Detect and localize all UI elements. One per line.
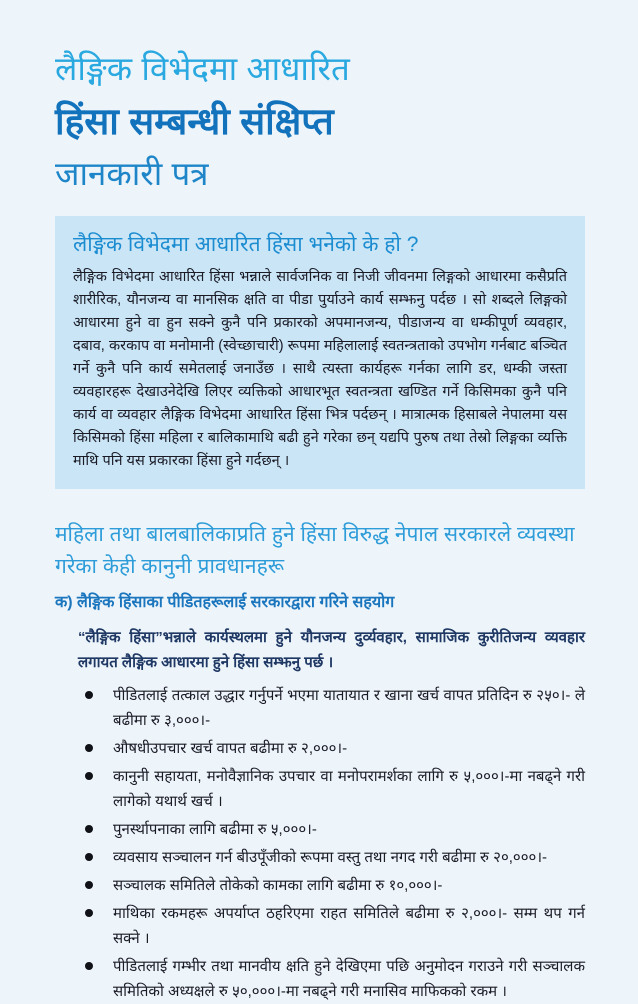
bullet-icon — [85, 772, 93, 780]
bullet-icon — [85, 962, 93, 970]
benefits-list — [55, 683, 585, 1004]
benefit-item-text: सञ्चालक समितिले तोकेको कामका लागि बढीमा रु १०,०००।- — [113, 877, 443, 894]
benefit-item-text: माथिका रकमहरू अपर्याप्त ठहरिएमा राहत समितिले बढीमा रु २,०००।- सम्म थप गर्न सक्ने । — [113, 905, 585, 947]
benefit-list-item — [55, 683, 585, 733]
benefit-item-text: औषधीउपचार खर्च वापत बढीमा रु २,०००।- — [113, 740, 348, 757]
bullet-icon — [85, 881, 93, 889]
benefit-list-item — [55, 736, 585, 761]
benefit-list-item — [55, 817, 585, 842]
definition-info-box — [55, 216, 585, 489]
bullet-icon — [85, 909, 93, 917]
title-line-1: लैङ्गिक विभेदमा आधारित — [55, 50, 350, 87]
section-heading: महिला तथा बालबालिकाप्रति हुने हिंसा विरुद्ध नेपाल सरकारले व्यवस्था गरेका केही कानुनी प्रावधानहरू — [55, 523, 575, 578]
benefit-list-item — [55, 873, 585, 898]
benefit-item-text: पुनर्स्थापनाका लागि बढीमा रु ५,०००।- — [113, 821, 317, 838]
benefit-list-item — [55, 901, 585, 951]
bullet-icon — [85, 744, 93, 752]
title-line-3: जानकारी पत्र — [55, 155, 209, 192]
benefit-list-item — [55, 764, 585, 814]
benefit-item-text: पीडितलाई तत्काल उद्धार गर्नुपर्ने भएमा यातायात र खाना खर्च वापत प्रतिदिन रु २५०।- ले बढीमा रु ३,०००।- — [113, 687, 585, 729]
definition-intro-paragraph: “लैङ्गिक हिंसा”भन्नाले कार्यस्थलमा हुने यौनजन्य दुर्व्यवहार, सामाजिक कुरीतिजन्य व्यवहार लगायत लैङ्गिक आधारमा हुने हिंसा सम्झनु पर्छ । — [78, 629, 585, 671]
benefit-list-item — [55, 954, 585, 1004]
bullet-icon — [85, 825, 93, 833]
info-box-heading: लैङ्गिक विभेदमा आधारित हिंसा भनेको के हो ? — [73, 233, 419, 256]
benefit-item-text: व्यवसाय सञ्चालन गर्न बीउपूँजीको रूपमा वस्तु तथा नगद गरी बढीमा रु २०,०००।- — [113, 849, 548, 866]
title-line-2: हिंसा सम्बन्धी संक्षिप्त — [55, 101, 334, 142]
legal-provisions-section — [55, 519, 585, 1004]
bullet-icon — [85, 853, 93, 861]
document-title — [55, 44, 585, 198]
info-box-body-paragraph: लैङ्गिक विभेदमा आधारित हिंसा भन्नाले सार्वजनिक वा निजी जीवनमा लिङ्गको आधारमा कसैप्रति शारीरिक, यौनजन्य वा मानसिक क्षति वा पीडा पुर्याउने कार्य सम्झनु पर्दछ । सो शब्दले लिङ्गको आधारमा हुने वा हुन सक्ने कुनै पनि प्रकारको अपमानजन्य, पीडाजन्य वा धम्कीपूर्ण व्यवहार, दबाव, करकाप वा मनोमानी (स्वेच्छाचारी) रूपमा महिलालाई स्वतन्त्रताको उपभोग गर्नबाट बञ्चित गर्ने कुनै पनि कार्य समेतलाई जनाउँछ । साथै त्यस्ता कार्यहरू गर्नका लागि डर, धम्की जस्ता व्यवहारहरू देखाउनेदेखि लिएर व्यक्तिको आधारभूत स्वतन्त्रता खण्डित गर्ने किसिमका कुनै पनि कार्य वा व्यवहार लैङ्गिक विभेदमा आधारित हिंसा भित्र पर्दछन् । मात्रात्मक हिसाबले नेपालमा यस किसिमको हिंसा महिला र बालिकामाथि बढी हुने गरेका छन् यद्यपि पुरुष तथा तेस्रो लिङ्गका व्यक्ति माथि पनि यस प्रकारका हिंसा हुने गर्दछन् । — [73, 269, 567, 469]
benefit-item-text: कानुनी सहायता, मनोवैज्ञानिक उपचार वा मनोपरामर्शका लागि रु ५,०००।-मा नबढ्ने गरी लागेको यथार्थ खर्च । — [113, 768, 585, 810]
benefit-list-item — [55, 845, 585, 870]
subsection-heading-ka: क) लैङ्गिक हिंसाका पीडितहरूलाई सरकारद्वारा गरिने सहयोग — [55, 594, 395, 611]
benefit-item-text: पीडितलाई गम्भीर तथा मानवीय क्षति हुने देखिएमा पछि अनुमोदन गराउने गरी सञ्चालक समितिको अध्यक्षले रु ५०,०००।-मा नबढ्ने गरी मनासिव माफिकको रकम । — [113, 958, 585, 1000]
bullet-icon — [85, 691, 93, 699]
